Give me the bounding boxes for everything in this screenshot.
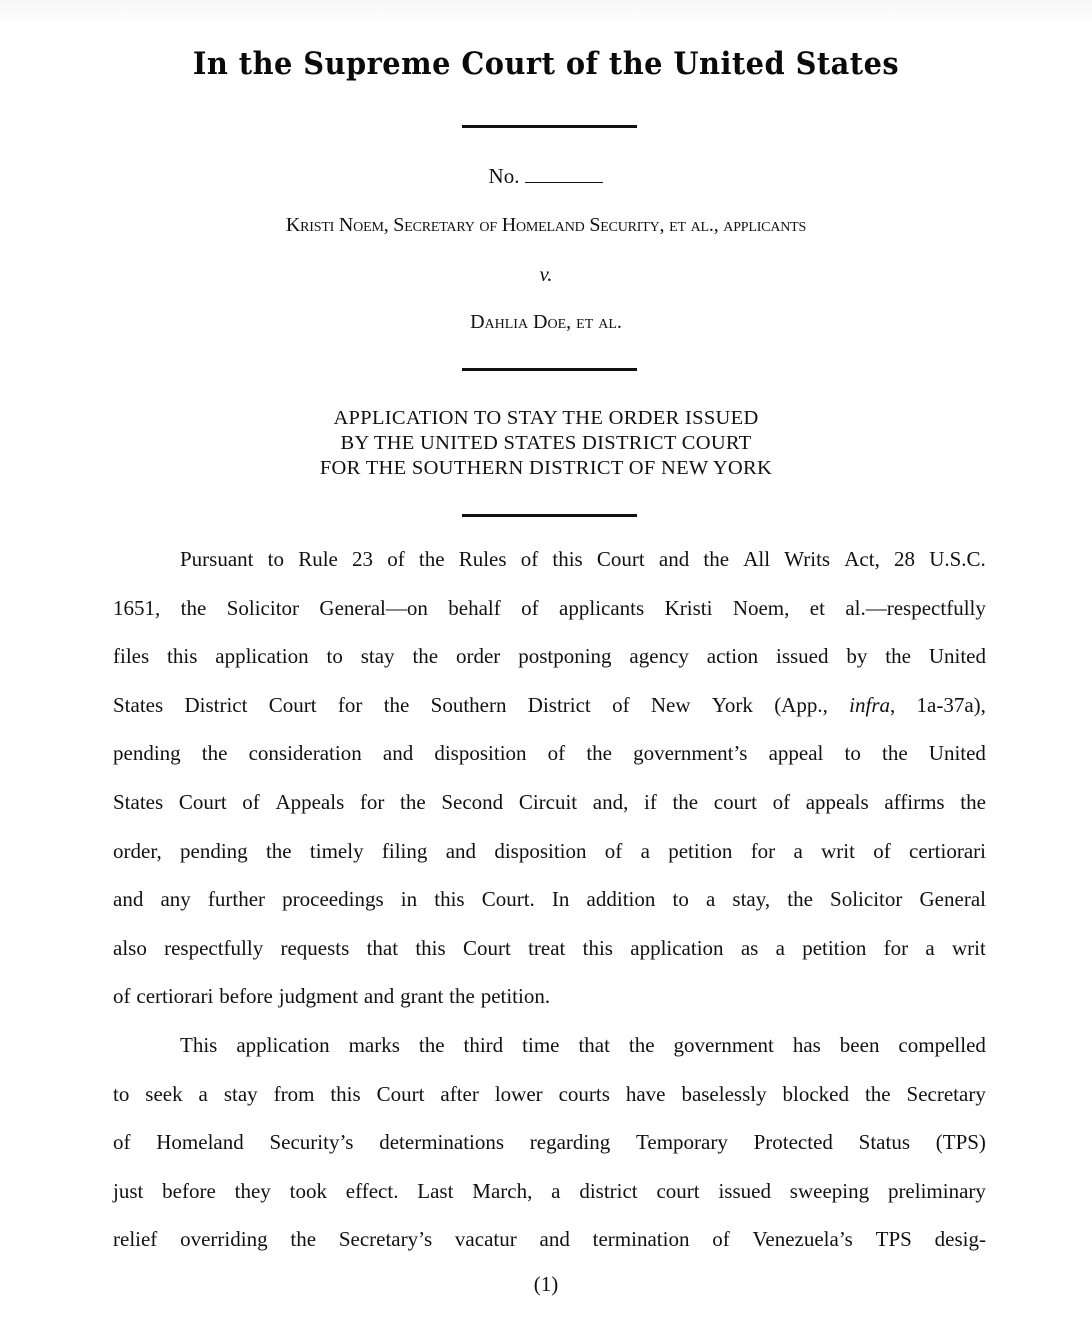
paragraph-1-line: of certiorari before judgment and grant the petition. xyxy=(113,984,551,1009)
divider-rule xyxy=(462,514,637,517)
applicants-line: Kristi Noem, Secretary of Homeland Security, et al., applicants xyxy=(285,214,807,236)
application-caption xyxy=(0,406,1092,481)
versus-label: v. xyxy=(539,262,553,286)
paragraph-2-line: to seek a stay from this Court after lower courts have baselessly blocked the Secretary xyxy=(113,1081,986,1106)
caption-line: BY THE UNITED STATES DISTRICT COURT xyxy=(340,432,752,454)
caption-line: APPLICATION TO STAY THE ORDER ISSUED xyxy=(333,407,759,429)
docket-label: No. xyxy=(488,164,520,188)
page-number: (1) xyxy=(533,1272,559,1296)
paragraph-2-line: This application marks the third time that the government has been compelled xyxy=(180,1033,986,1057)
court-heading: In the Supreme Court of the United States xyxy=(192,46,900,82)
paragraph-1-line: Pursuant to Rule 23 of the Rules of this Court and the All Writs Act, 28 U.S.C. xyxy=(180,547,986,571)
paragraph-1-line: also respectfully requests that this Court treat this application as a petition for a writ xyxy=(113,935,986,960)
paragraph-1-line: files this application to stay the order postponing agency action issued by the United xyxy=(113,644,986,669)
divider-rule xyxy=(462,368,637,371)
docket-number xyxy=(0,164,1092,188)
paragraph-1-line: States Court of Appeals for the Second Circuit and, if the court of appeals affirms the xyxy=(113,790,986,814)
paragraph-2-line: just before they took effect. Last March, a district court issued sweeping preliminary xyxy=(113,1178,986,1203)
paragraph-1-line: States District Court for the Southern District of New York (App., infra, 1a-37a), xyxy=(113,692,986,717)
respondents-line: Dahlia Doe, et al. xyxy=(470,311,622,333)
docket-number-blank xyxy=(525,164,603,183)
divider-rule xyxy=(462,125,637,128)
paragraph-2-line: of Homeland Security’s determinations regarding Temporary Protected Status (TPS) xyxy=(113,1130,986,1155)
paragraph-1-line: order, pending the timely filing and disposition of a petition for a writ of certiorari xyxy=(113,838,986,863)
paragraph-1-line: and any further proceedings in this Court. In addition to a stay, the Solicitor General xyxy=(113,887,986,912)
paragraph-1-line: 1651, the Solicitor General—on behalf of applicants Kristi Noem, et al.—respectfully xyxy=(113,595,986,620)
page-top-edge xyxy=(0,0,1092,26)
caption-line: FOR THE SOUTHERN DISTRICT OF NEW YORK xyxy=(319,457,773,479)
paragraph-1-line: pending the consideration and disposition of the government’s appeal to the United xyxy=(113,741,986,766)
paragraph-2-line: relief overriding the Secretary’s vacatur and termination of Venezuela’s TPS desig- xyxy=(113,1227,986,1252)
